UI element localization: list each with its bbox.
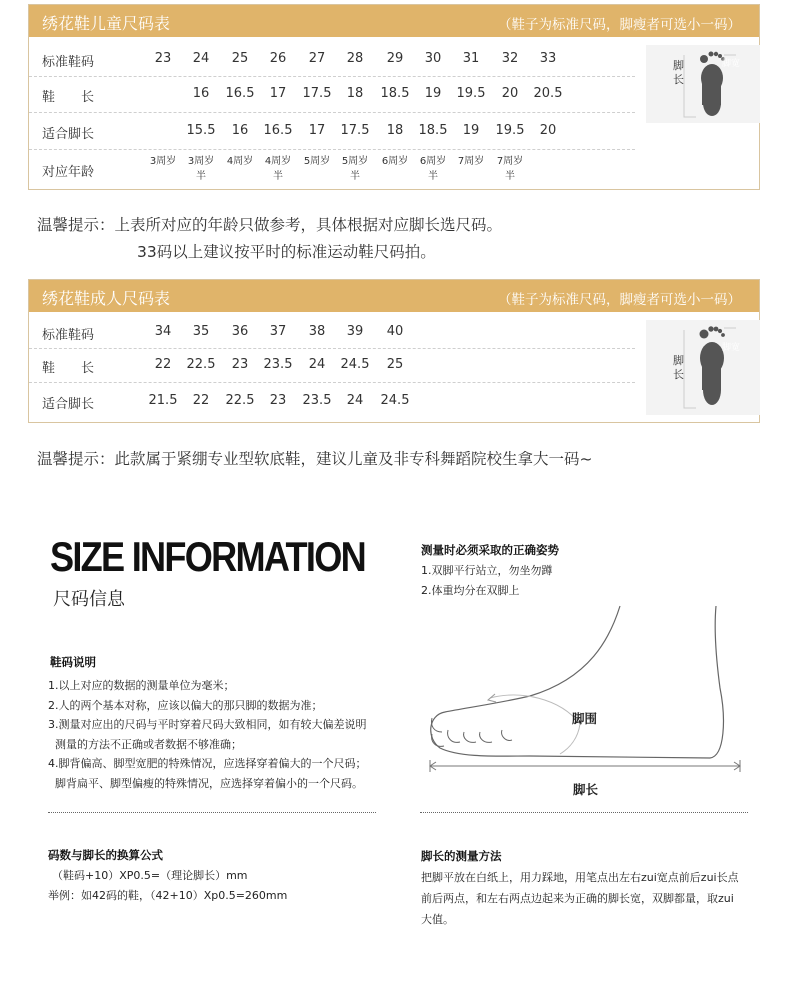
- length-label: 脚长: [573, 782, 599, 797]
- kids-tip-line1: 温馨提示：上表所对应的年龄只做参考，具体根据对应脚长选尺码。: [37, 216, 503, 234]
- adult-size-table: [28, 279, 760, 423]
- row-cell: 25: [386, 357, 404, 372]
- formula-line-2: 举例：如42码的鞋，（42+10）Xp0.5=260mm: [48, 889, 288, 902]
- row-cell: 20: [501, 86, 519, 101]
- row-label: 标准鞋码: [42, 55, 95, 70]
- size-row: [29, 43, 635, 77]
- row-cell: 5周岁 半: [341, 156, 369, 182]
- row-label: 对应年龄: [42, 165, 95, 180]
- kids-table-header: [29, 5, 759, 37]
- row-cell: 17.5: [340, 122, 370, 138]
- row-cell: 28: [346, 51, 364, 66]
- kids-foot-diagram: [646, 45, 760, 123]
- foot-outline-icon: [646, 45, 760, 123]
- row-label: 鞋 长: [42, 361, 95, 376]
- row-cell: 23: [269, 392, 287, 408]
- row-cell: 20: [539, 122, 557, 138]
- method-line: 大值。: [421, 913, 454, 926]
- row-cell: 40: [386, 324, 404, 339]
- row-label: 适合脚长: [42, 126, 95, 142]
- method-line: 把脚平放在白纸上，用力踩地，用笔点出左右zui宽点前后zui长点: [421, 871, 739, 884]
- row-cell: 22: [192, 392, 210, 408]
- row-cell: 39: [346, 324, 364, 339]
- adult-table-header: [29, 280, 759, 312]
- kids-table-title: 绣花鞋儿童尺码表: [42, 14, 171, 33]
- divider: [420, 812, 748, 813]
- row-cell: 23: [231, 357, 249, 372]
- row-cell: 34: [154, 324, 172, 339]
- row-cell: 25: [231, 51, 249, 66]
- row-cell: 16: [231, 122, 249, 138]
- row-cell: 24.5: [380, 392, 410, 408]
- size-info-subtitle: 尺码信息: [53, 589, 125, 610]
- kids-table-note: （鞋子为标准尺码，脚瘦者可选小一码）: [498, 17, 741, 33]
- row-cell: 24.5: [340, 357, 370, 372]
- row-cell: 29: [386, 51, 404, 66]
- formula-line-1: （鞋码+10）XP0.5=（理论脚长）mm: [52, 869, 248, 882]
- size-row: [29, 113, 635, 150]
- row-cell: 19: [462, 122, 480, 138]
- divider: [48, 812, 376, 813]
- row-cell: 6周岁 半: [419, 156, 447, 182]
- row-cell: 18.5: [380, 86, 410, 101]
- row-cell: 3周岁 半: [187, 156, 215, 182]
- foot-length-label: 脚长: [673, 354, 684, 381]
- row-cell: 23.5: [302, 392, 332, 408]
- row-cell: 4周岁 半: [264, 156, 292, 182]
- shoe-note-line: 1.以上对应的数据的测量单位为毫米；: [48, 679, 235, 692]
- row-label: 鞋 长: [42, 90, 95, 105]
- foot-width-label: 脚宽: [722, 343, 741, 353]
- row-cell: 23.5: [263, 357, 293, 372]
- row-cell: 24: [192, 51, 210, 66]
- formula-heading: 码数与脚长的换算公式: [48, 848, 163, 862]
- adult-foot-diagram: [646, 320, 760, 415]
- row-cell: 35: [192, 324, 210, 339]
- row-label: 标准鞋码: [42, 328, 95, 343]
- size-row: [29, 317, 635, 349]
- row-cell: 23: [154, 51, 172, 66]
- row-cell: 17: [308, 122, 326, 138]
- row-cell: 24: [308, 357, 326, 372]
- row-cell: 19: [424, 86, 442, 101]
- row-cell: 4周岁: [226, 156, 254, 167]
- method-heading: 脚长的测量方法: [421, 849, 502, 863]
- row-cell: 16: [192, 86, 210, 101]
- row-cell: 21.5: [148, 392, 178, 408]
- row-label: 适合脚长: [42, 396, 95, 412]
- shoe-note-line: 2.人的两个基本对称，应该以偏大的那只脚的数据为准；: [48, 698, 323, 712]
- row-cell: 31: [462, 51, 480, 66]
- row-cell: 24: [346, 392, 364, 408]
- row-cell: 19.5: [456, 86, 486, 101]
- shoe-note-line: 测量的方法不正确或者数据不够准确；: [55, 737, 242, 751]
- size-row: [29, 383, 635, 420]
- row-cell: 36: [231, 324, 249, 339]
- kids-size-table: [28, 4, 760, 190]
- adult-table-note: （鞋子为标准尺码，脚瘦者可选小一码）: [498, 292, 741, 308]
- row-cell: 18: [346, 86, 364, 101]
- posture-heading: 测量时必须采取的正确姿势: [421, 543, 559, 557]
- adult-table-title: 绣花鞋成人尺码表: [42, 289, 171, 308]
- row-cell: 26: [269, 51, 287, 66]
- row-cell: 16.5: [263, 122, 293, 138]
- row-cell: 19.5: [495, 122, 525, 138]
- size-row: [29, 349, 635, 383]
- size-row: [29, 77, 635, 113]
- row-cell: 5周岁: [303, 156, 331, 167]
- row-cell: 32: [501, 51, 519, 66]
- posture-item-2: 2.体重均分在双脚上: [421, 584, 520, 597]
- shoe-note-line: 3.测量对应出的尺码与平时穿着尺码大致相同，如有较大偏差说明: [48, 718, 367, 731]
- row-cell: 3周岁: [149, 156, 177, 167]
- row-cell: 7周岁: [457, 156, 485, 167]
- row-cell: 27: [308, 51, 326, 66]
- row-cell: 20.5: [533, 86, 563, 101]
- foot-length-label: 脚长: [673, 59, 684, 86]
- shoe-notes-heading: 鞋码说明: [50, 655, 96, 669]
- shoe-note-line: 4.脚背偏高、脚型宽肥的特殊情况，应选择穿着偏大的一个尺码；: [48, 757, 367, 770]
- foot-side-diagram: [420, 598, 760, 798]
- row-cell: 16.5: [225, 86, 255, 101]
- row-cell: 22.5: [225, 392, 255, 408]
- row-cell: 18.5: [418, 122, 448, 138]
- row-cell: 6周岁: [381, 156, 409, 167]
- girth-label: 脚围: [572, 711, 598, 726]
- shoe-notes-list: [48, 676, 408, 793]
- row-cell: 7周岁 半: [496, 156, 524, 182]
- method-text: [421, 867, 771, 930]
- row-cell: 37: [269, 324, 287, 339]
- row-cell: 22.5: [186, 357, 216, 372]
- size-info-title: SIZE INFORMATION: [50, 533, 365, 580]
- row-cell: 17: [269, 86, 287, 101]
- foot-width-label: 脚宽: [722, 59, 741, 69]
- adult-tip: 温馨提示：此款属于紧绷专业型软底鞋，建议儿童及非专科舞蹈院校生拿大一码~: [37, 450, 593, 468]
- foot-outline-icon: [646, 320, 760, 415]
- posture-item-1: 1.双脚平行站立，勿坐勿蹲: [421, 564, 553, 577]
- row-cell: 30: [424, 51, 442, 66]
- row-cell: 15.5: [186, 122, 216, 138]
- method-line: 前后两点，和左右两点边起来为正确的脚长宽，双脚都量，取zui: [421, 892, 734, 905]
- shoe-note-line: 脚背扁平、脚型偏瘦的特殊情况，应选择穿着偏小的一个尺码。: [55, 776, 363, 790]
- size-row: [29, 150, 635, 190]
- row-cell: 17.5: [302, 86, 332, 101]
- row-cell: 33: [539, 51, 557, 66]
- row-cell: 38: [308, 324, 326, 339]
- kids-tip-line2: 33码以上建议按平时的标准运动鞋尺码拍。: [137, 243, 436, 261]
- row-cell: 18: [386, 122, 404, 138]
- row-cell: 22: [154, 357, 172, 372]
